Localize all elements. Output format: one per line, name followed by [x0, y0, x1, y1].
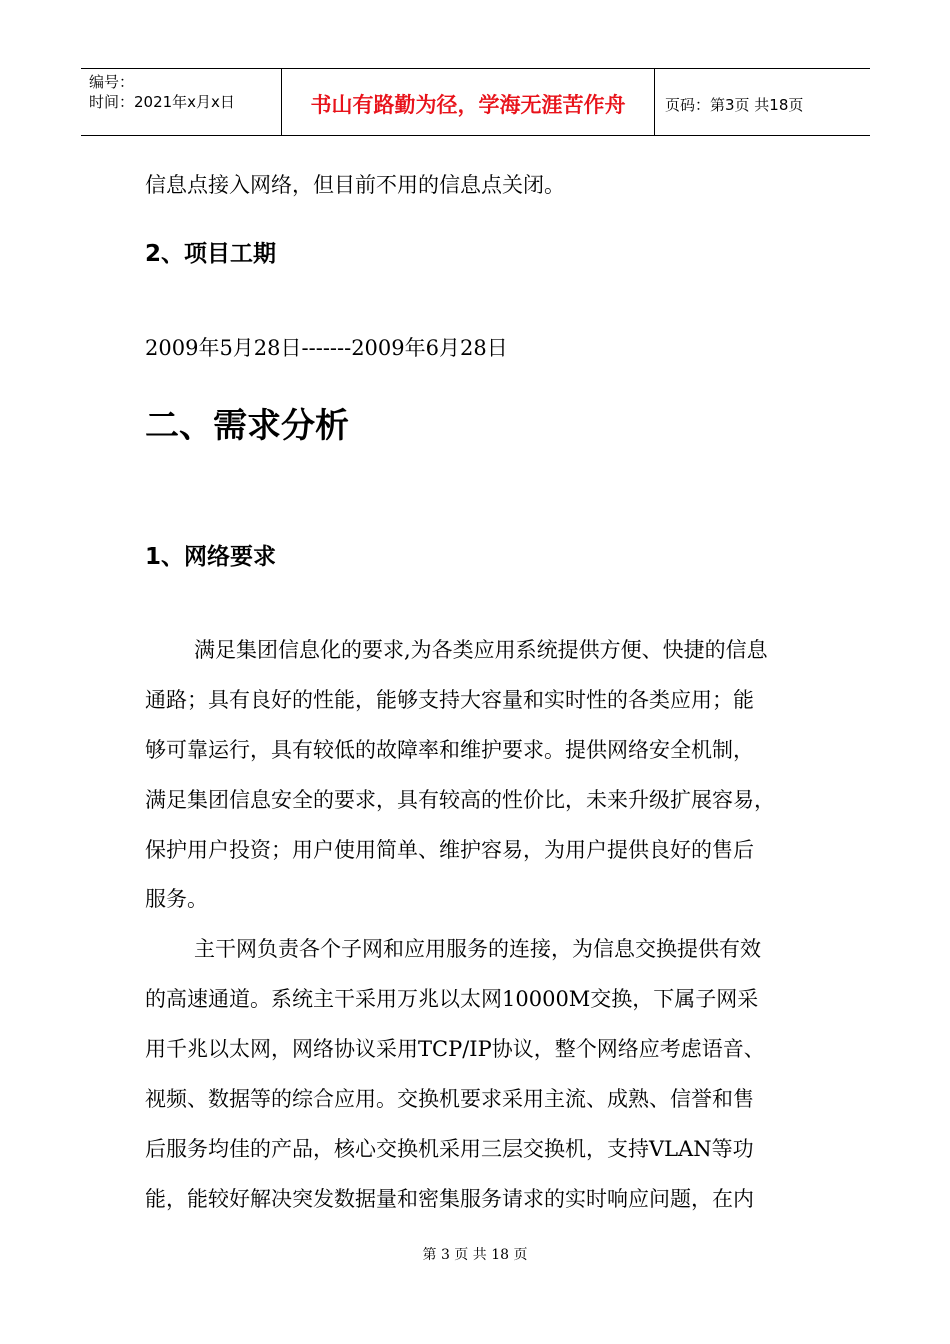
schedule-text: 2009年5月28日-------2009年6月28日: [145, 336, 508, 360]
para2-line: 后服务均佳的产品，核心交换机采用三层交换机，支持VLAN等功: [145, 1137, 754, 1161]
header-meta-cell: [81, 69, 282, 135]
para1-line: 够可靠运行，具有较低的故障率和维护要求。提供网络安全机制，: [145, 738, 754, 762]
section-network-heading: 1、网络要求: [145, 544, 277, 570]
section-schedule-heading: 2、项目工期: [145, 241, 277, 267]
para2-line: 视频、数据等的综合应用。交换机要求采用主流、成熟、信誉和售: [145, 1087, 754, 1111]
para2-line: 能，能较好解决突发数据量和密集服务请求的实时响应问题，在内: [145, 1187, 754, 1211]
document-number-label: 编号：: [89, 73, 135, 91]
para1-line: 满足集团信息化的要求,为各类应用系统提供方便、快捷的信息: [194, 638, 768, 662]
para1-line: 通路；具有良好的性能，能够支持大容量和实时性的各类应用；能: [145, 688, 754, 712]
document-time-label: 时间：2021年x月x日: [89, 93, 235, 111]
intro-line: 信息点接入网络，但目前不用的信息点关闭。: [145, 173, 565, 197]
para1-line: 满足集团信息安全的要求，具有较高的性价比，未来升级扩展容易，: [145, 788, 775, 812]
para2-line: 用千兆以太网，网络协议采用TCP/IP协议，整个网络应考虑语音、: [145, 1037, 765, 1061]
para1-line: 服务。: [145, 887, 208, 911]
para2-line: 的高速通道。系统主干采用万兆以太网10000M交换，下属子网采: [145, 987, 759, 1011]
para1-line: 保护用户投资；用户使用简单、维护容易，为用户提供良好的售后: [145, 838, 754, 862]
chapter-heading: 二、需求分析: [145, 406, 349, 446]
header-page-label: 页码：第3页 共18页: [665, 95, 804, 114]
header-motto: 书山有路勤为径，学海无涯苦作舟: [282, 69, 655, 135]
footer-page-number: 第 3 页 共 18 页: [422, 1247, 528, 1263]
header-table: [81, 68, 870, 136]
para2-line: 主干网负责各个子网和应用服务的连接，为信息交换提供有效: [194, 937, 761, 961]
